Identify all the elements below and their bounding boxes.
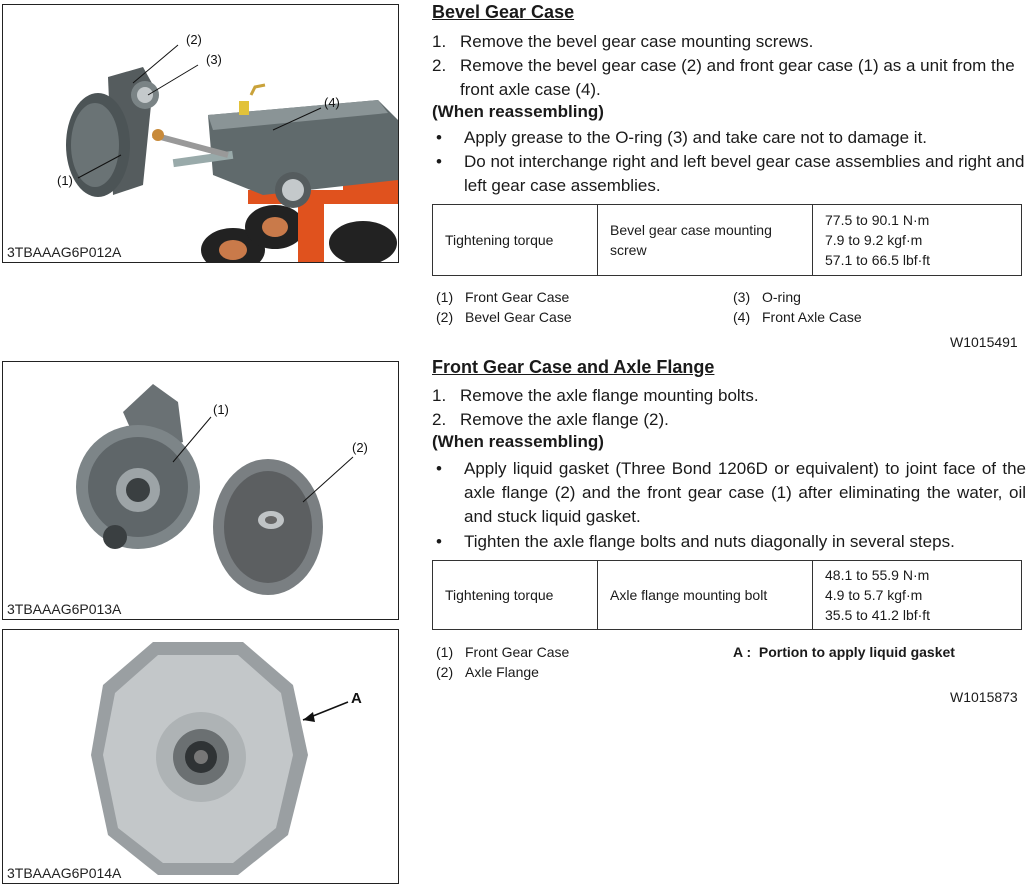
legend-number: (2) [436, 664, 454, 680]
figure-axle-flange [2, 629, 399, 884]
legend-text: Bevel Gear Case [465, 309, 572, 325]
reassembling-label: (When reassembling) [432, 102, 604, 121]
legend-text: Front Gear Case [465, 644, 570, 660]
step-text: Remove the axle flange mounting bolts. [460, 386, 759, 405]
section-title-bevel-gear-case: Bevel Gear Case [432, 2, 575, 22]
legend-number: (3) [733, 289, 751, 305]
callout-1: (1) [57, 173, 73, 188]
spec-value-nm: 48.1 to 55.9 N·m [825, 567, 930, 583]
step-number: 2. [432, 56, 447, 75]
legend-item [436, 287, 569, 307]
step-2 [432, 408, 1030, 432]
callout-2: (2) [352, 440, 368, 455]
bullet-text: Apply liquid gasket (Three Bond 1206D or equivalent) to joint face of the axle flange (2) and the front gear case (1) after eliminating the water, oil and stuck liquid gasket. [464, 459, 1026, 526]
legend-note: A : Portion to apply liquid gasket [733, 644, 955, 660]
step-1 [432, 384, 1030, 408]
spec-value-kgfm: 7.9 to 9.2 kgf·m [825, 232, 923, 248]
spec-value-kgfm: 4.9 to 5.7 kgf·m [825, 587, 923, 603]
bullet-item [436, 150, 1030, 198]
section-title-front-gear-case: Front Gear Case and Axle Flange [432, 357, 715, 377]
bullet-item [436, 457, 1026, 529]
reference-code: W1015491 [950, 334, 1018, 350]
legend-item [436, 662, 539, 682]
figure-id: 3TBAAAG6P012A [7, 244, 122, 260]
legend-number: (4) [733, 309, 751, 325]
spec-value-nm: 77.5 to 90.1 N·m [825, 212, 930, 228]
spec-label: Tightening torque [433, 205, 598, 276]
callout-1: (1) [213, 402, 229, 417]
bullet-icon: • [436, 459, 442, 478]
step-number: 1. [432, 386, 447, 405]
legend-item [733, 307, 862, 327]
legend-number: (1) [436, 289, 454, 305]
spec-item: Axle flange mounting bolt [598, 561, 813, 630]
legend-item [436, 642, 569, 662]
callout-3: (3) [206, 52, 222, 67]
spec-values [813, 561, 1022, 630]
step-2 [432, 54, 1030, 102]
legend-text: Front Gear Case [465, 289, 570, 305]
bullet-item [436, 530, 1030, 554]
bullet-text: Tighten the axle flange bolts and nuts diagonally in several steps. [464, 532, 955, 551]
figure-bevel-gear-case [2, 4, 399, 263]
legend-text: O-ring [762, 289, 801, 305]
step-number: 2. [432, 410, 447, 429]
callout-a: A [351, 690, 362, 707]
step-text: Remove the bevel gear case mounting screws. [460, 32, 814, 51]
bullet-item [436, 126, 1030, 150]
figure-front-gear-case [2, 361, 399, 620]
spec-value-lbfft: 35.5 to 41.2 lbf·ft [825, 607, 931, 623]
step-number: 1. [432, 32, 447, 51]
bullet-text: Apply grease to the O-ring (3) and take care not to damage it. [464, 128, 928, 147]
callout-2: (2) [186, 32, 202, 47]
spec-values [813, 205, 1022, 276]
bullet-icon: • [436, 532, 442, 551]
legend-number: (1) [436, 644, 454, 660]
callout-4: (4) [324, 95, 340, 110]
spec-label: Tightening torque [433, 561, 598, 630]
figure-id: 3TBAAAG6P013A [7, 601, 122, 617]
spec-value-lbfft: 57.1 to 66.5 lbf·ft [825, 252, 931, 268]
step-text: Remove the bevel gear case (2) and front gear case (1) as a unit from the front axle case (4). [460, 56, 1015, 99]
bullet-text: Do not interchange right and left bevel gear case assemblies and right and left gear case assemblies. [464, 152, 1025, 195]
legend-item [436, 307, 572, 327]
bullet-icon: • [436, 128, 442, 147]
legend-text: Axle Flange [465, 664, 539, 680]
step-1 [432, 30, 1030, 54]
torque-spec-table [432, 204, 1022, 276]
step-text: Remove the axle flange (2). [460, 410, 669, 429]
front-gear-case-photo [3, 362, 398, 619]
figure-id: 3TBAAAG6P014A [7, 865, 122, 881]
legend-item [733, 287, 801, 307]
legend-number: (2) [436, 309, 454, 325]
bullet-icon: • [436, 152, 442, 171]
reference-code: W1015873 [950, 689, 1018, 705]
torque-spec-table [432, 560, 1022, 630]
legend-text: Front Axle Case [762, 309, 862, 325]
axle-flange-photo [3, 630, 398, 883]
spec-item: Bevel gear case mounting screw [598, 205, 813, 276]
reassembling-label: (When reassembling) [432, 432, 604, 451]
